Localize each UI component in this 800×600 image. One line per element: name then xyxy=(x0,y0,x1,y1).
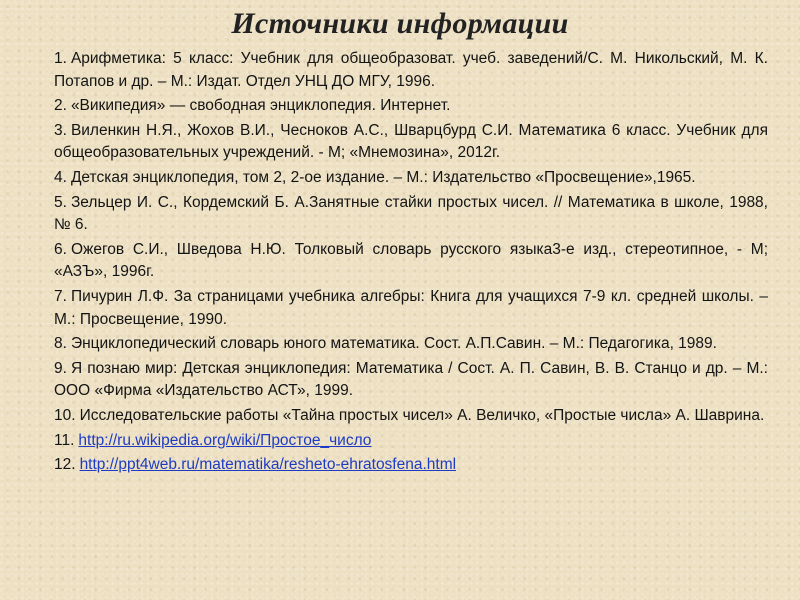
page-title: Источники информации xyxy=(231,7,569,40)
reference-item-3 xyxy=(54,120,768,165)
ppt4web-link[interactable]: http://ppt4web.ru/matematika/resheto-ehratosfena.html xyxy=(79,456,457,474)
reference-number: 11. xyxy=(54,431,75,449)
reference-text: Виленкин Н.Я., Жохов В.И., Чесноков А.С., Шварцбурд С.И. Математика 6 класс. Учебник для общеобразовательных учреждений. - М; «Мнемозина», 2012г. xyxy=(54,121,768,162)
reference-item-9 xyxy=(54,358,768,403)
reference-text: Энциклопедический словарь юного математика. Сост. А.П.Савин. – М.: Педагогика, 1989. xyxy=(70,335,717,353)
reference-number: 8. xyxy=(54,335,67,353)
reference-number: 7. xyxy=(54,287,67,305)
reference-text: Детская энциклопедия, том 2, 2-ое издание. – М.: Издательство «Просвещение»,1965. xyxy=(70,168,696,186)
reference-text: Арифметика: 5 класс: Учебник для общеобразоват. учеб. заведений/С. М. Никольский, М. К. Потапов и др. – М.: Издат. Отдел УНЦ ДО МГУ, 1996. xyxy=(54,50,768,90)
reference-text: Зельцер И. С., Кордемский Б. А.Занятные стайки простых чисел. // Математика в школе, 1988, № 6. xyxy=(54,193,768,234)
reference-number: 9. xyxy=(54,359,67,377)
reference-number: 6. xyxy=(54,240,67,258)
reference-text: Я познаю мир: Детская энциклопедия: Математика / Сост. А. П. Савин, В. В. Станцо и др. – М.: ООО «Фирма «Издательство АСТ», 1999. xyxy=(54,359,768,400)
reference-text: Исследовательские работы «Тайна простых чисел» А. Величко, «Простые числа» А. Шаврина. xyxy=(79,406,765,424)
reference-list xyxy=(54,48,768,479)
reference-item-4 xyxy=(54,167,768,190)
reference-item-10 xyxy=(54,405,768,428)
reference-item-12 xyxy=(54,454,768,477)
reference-number: 5. xyxy=(54,193,67,211)
reference-item-6 xyxy=(54,239,768,284)
reference-item-7 xyxy=(54,286,768,331)
reference-number: 3. xyxy=(54,121,67,139)
reference-item-2 xyxy=(54,95,768,118)
reference-item-8 xyxy=(54,333,768,356)
reference-text: Ожегов С.И., Шведова Н.Ю. Толковый словарь русского языка3-е изд., стереотипное, - М; «АЗЪ», 1996г. xyxy=(54,240,768,281)
reference-item-5 xyxy=(54,192,768,237)
reference-text: «Википедия» — свободная энциклопедия. Интернет. xyxy=(70,97,451,115)
reference-number: 1. xyxy=(54,50,67,67)
reference-text: Пичурин Л.Ф. За страницами учебника алгебры: Книга для учащихся 7-9 кл. средней школы. – М.: Просвещение, 1990. xyxy=(54,287,768,328)
reference-number: 2. xyxy=(54,97,67,115)
reference-item-1 xyxy=(54,48,768,93)
reference-item-11 xyxy=(54,430,768,453)
reference-number: 4. xyxy=(54,168,67,186)
reference-number: 12. xyxy=(54,456,76,474)
reference-number: 10. xyxy=(54,406,76,424)
wikipedia-link[interactable]: http://ru.wikipedia.org/wiki/Простое_число xyxy=(78,431,372,449)
